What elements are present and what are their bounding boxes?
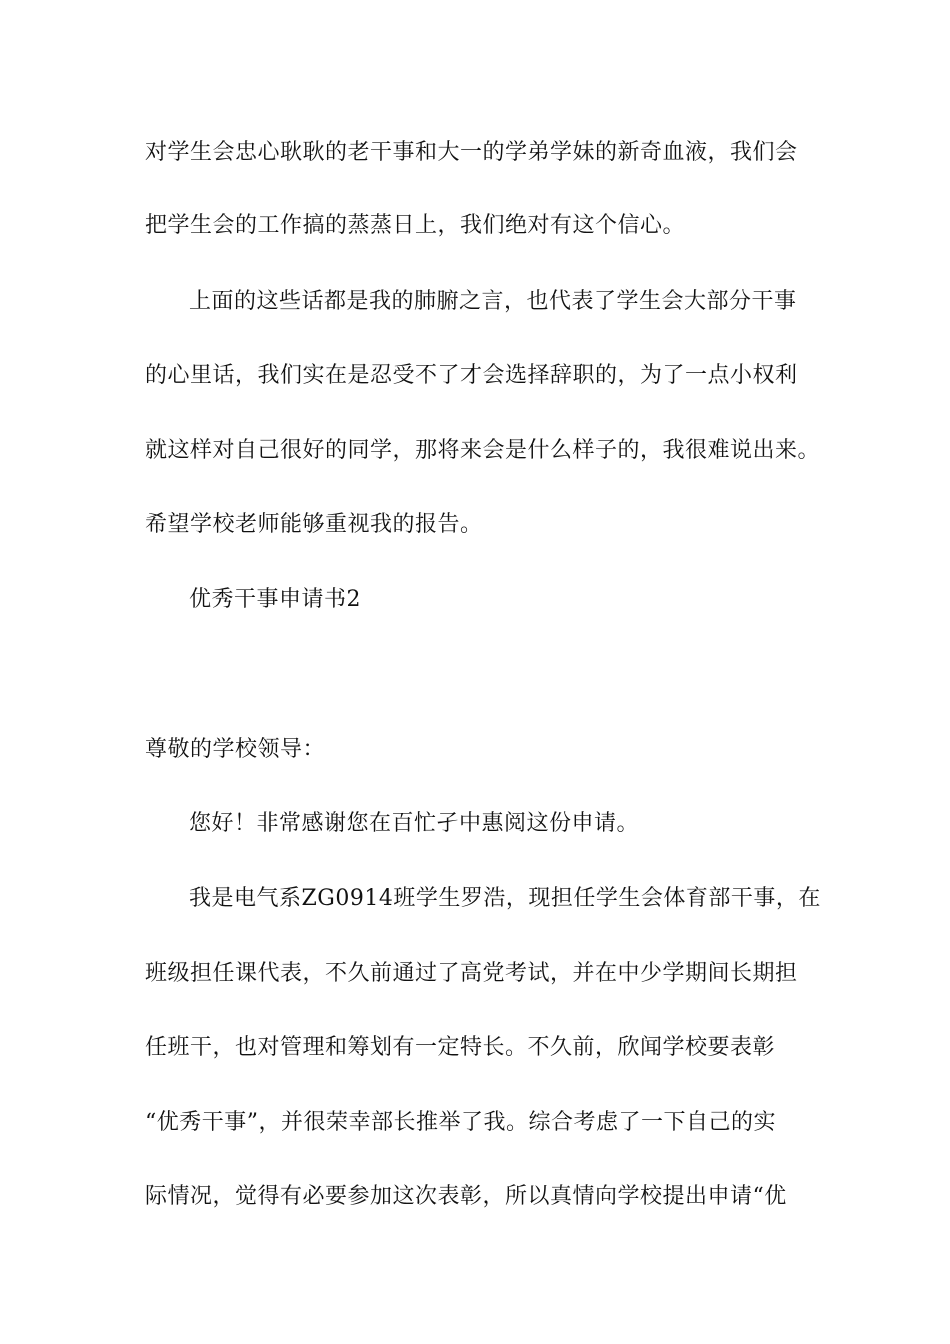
paragraph-line: 任班干，也对管理和筹划有一定特长。不久前，欣闻学校要表彰: [145, 1035, 776, 1060]
paragraph-line: 就这样对自己很好的同学，那将来会是什么样子的，我很难说出来。: [145, 438, 821, 463]
paragraph-line: 把学生会的工作搞的蒸蒸日上，我们绝对有这个信心。: [145, 213, 686, 238]
greeting-line: 您好！非常感谢您在百忙孑中惠阅这份申请。: [189, 811, 640, 836]
paragraph-line: 上面的这些话都是我的肺腑之言，也代表了学生会大部分干事: [189, 289, 797, 314]
paragraph-line: 际情况，觉得有必要参加这次表彰，所以真情向学校提出申请“优: [145, 1184, 787, 1209]
paragraph-line: 我是电气系ZG0914班学生罗浩，现担任学生会体育部干事，在: [189, 886, 821, 911]
paragraph-line: 班级担任课代表，不久前通过了高党考试，并在中少学期间长期担: [145, 961, 798, 986]
section-heading: 优秀干事申请书2: [189, 587, 361, 612]
paragraph-line: 对学生会忠心耿耿的老干事和大一的学弟学妹的新奇血液，我们会: [145, 140, 798, 165]
salutation: 尊敬的学校领导：: [145, 737, 326, 762]
paragraph-line: “优秀干事”，并很荣幸部长推举了我。综合考虑了一下自己的实: [145, 1110, 776, 1135]
paragraph-line: 希望学校老师能够重视我的报告。: [145, 512, 483, 537]
paragraph-line: 的心里话，我们实在是忍受不了才会选择辞职的，为了一点小权利: [145, 363, 798, 388]
